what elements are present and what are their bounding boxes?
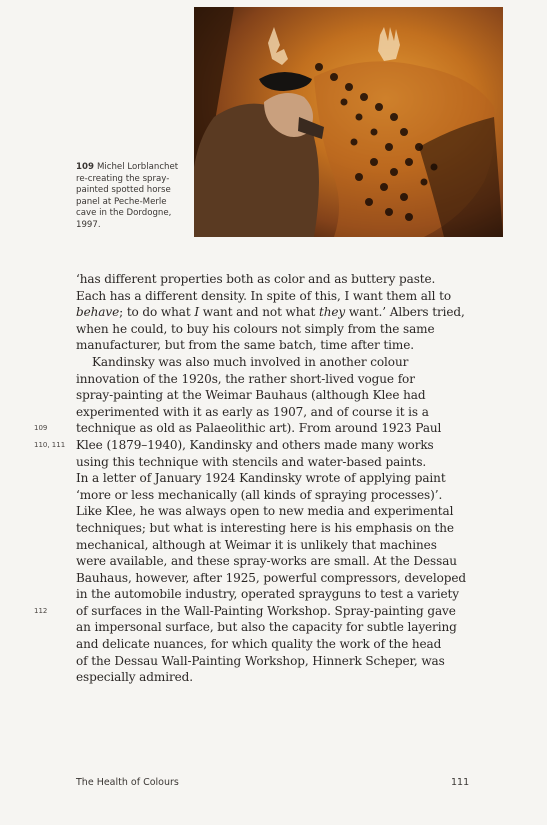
caption-line: panel at Peche-Merle (76, 196, 167, 207)
caption-line: painted spotted horse (76, 185, 171, 196)
photograph-image (194, 7, 503, 237)
page-number: 111 (451, 777, 470, 788)
caption-line: cave in the Dordogne, (76, 208, 172, 219)
text-line: especially admired. (76, 670, 193, 685)
text-line: spray-painting at the Weimar Bauhaus (although Klee had (76, 388, 426, 403)
text-line: were available, and these spray-works are small. At the Dessau (76, 554, 457, 569)
caption-line: 1997. (76, 219, 101, 230)
text-line: Bauhaus, however, after 1925, powerful compressors, developed (76, 570, 466, 585)
text-line: of the Dessau Wall-Painting Workshop, Hinnerk Scheper, was (76, 653, 445, 668)
body-text (76, 271, 468, 686)
text-line: Each has a different density. In spite of this, I want them all to (76, 288, 451, 303)
text-line: manufacturer, but from the same batch, time after time. (76, 338, 415, 353)
margin-reference: 109 (34, 424, 48, 433)
text-line: techniques; but what is interesting here is his emphasis on the (76, 520, 454, 535)
text-line: mechanical, although at Weimar it is unlikely that machines (76, 537, 437, 552)
text-line: of surfaces in the Wall-Painting Workshop. Spray-painting gave (76, 603, 456, 618)
text-line: In a letter of January 1924 Kandinsky wrote of applying paint (76, 471, 446, 486)
text-line: behave; to do what I want and not what they want.’ Albers tried, (76, 305, 465, 320)
text-line: when he could, to buy his colours not simply from the same (76, 321, 435, 336)
figure-caption (76, 162, 188, 232)
text-line: technique as old as Palaeolithic art). From around 1923 Paul (76, 421, 442, 436)
caption-line: re-creating the spray- (76, 173, 170, 184)
text-line: Like Klee, he was always open to new media and experimental (76, 504, 454, 519)
text-line: ‘has different properties both as color and as buttery paste. (76, 272, 436, 286)
text-line: Klee (1879–1940), Kandinsky and others made many works (76, 437, 434, 452)
figure-number: 109 (76, 162, 94, 172)
text-line: and delicate nuances, for which quality the work of the head (76, 637, 442, 652)
text-line: experimented with it as early as 1907, and of course it is a (76, 404, 429, 419)
text-line: an impersonal surface, but also the capacity for subtle layering (76, 620, 457, 635)
margin-reference: 110, 111 (34, 441, 66, 449)
caption-line: 109 Michel Lorblanchet (76, 162, 179, 172)
running-footer-title: The Health of Colours (76, 777, 179, 788)
margin-reference: 112 (34, 607, 48, 615)
text-line: Kandinsky was also much involved in another colour (92, 354, 409, 369)
text-line: using this technique with stencils and water-based paints. (76, 454, 427, 469)
text-line: ‘more or less mechanically (all kinds of spraying processes)’. (76, 487, 443, 502)
text-line: in the automobile industry, operated sprayguns to test a variety (76, 587, 459, 602)
text-line: innovation of the 1920s, the rather short-lived vogue for (76, 371, 415, 386)
cave-painting-photo (194, 7, 503, 237)
